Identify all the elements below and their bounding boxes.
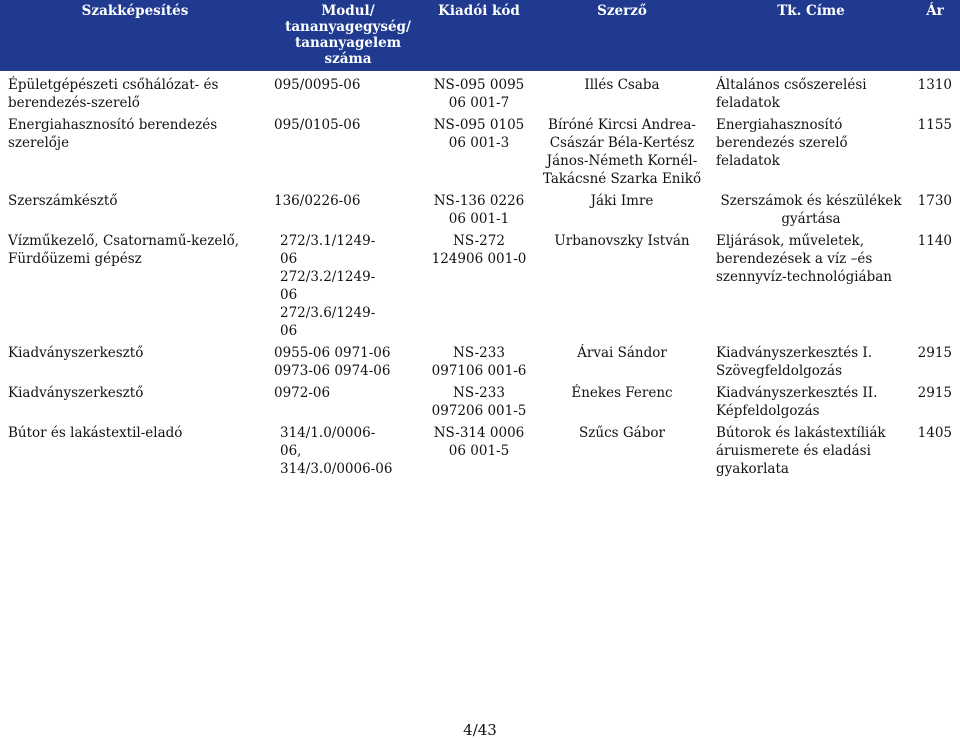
- header-price: Ár: [910, 0, 960, 71]
- qualification-cell: Kiadványszerkesztő: [8, 385, 144, 401]
- code-cell: NS-095 0105 06 001-3: [433, 117, 525, 151]
- qualification-cell: Bútor és lakástextil-eladó: [8, 425, 183, 441]
- title-cell: Energiahasznosító berendezés szerelő feladatok: [716, 117, 848, 169]
- title-cell: Kiadványszerkesztés I. Szövegfeldolgozás: [716, 345, 873, 379]
- code-cell: NS-095 0095 06 001-7: [433, 77, 525, 111]
- module-cell: 095/0095-06: [274, 77, 361, 93]
- module-cell: 0972-06: [274, 385, 331, 401]
- qualification-cell: Épületgépészeti csőhálózat- és berendezés-szerelő: [8, 77, 219, 111]
- qualification-cell: Vízműkezelő, Csatornamű-kezelő, Fürdőüzemi gépész: [8, 233, 240, 267]
- title-cell: Kiadványszerkesztés II. Képfeldolgozás: [716, 385, 878, 419]
- author-cell: Jáki Imre: [590, 193, 654, 209]
- header-author: Szerző: [532, 0, 712, 71]
- title-cell: Általános csőszerelési feladatok: [716, 77, 867, 111]
- price-cell: 2915: [917, 385, 952, 401]
- price-cell: 1730: [917, 193, 952, 209]
- author-cell: Illés Csaba: [584, 77, 660, 93]
- header-module: Modul/ tananyagegység/ tananyagelem száma: [270, 0, 426, 71]
- price-cell: 1155: [917, 117, 952, 133]
- author-cell: Bíróné Kircsi Andrea-Császár Béla-Kertész János-Németh Kornél-Takácsné Szarka Enikő: [542, 117, 702, 187]
- price-cell: 1310: [917, 77, 952, 93]
- table-row: [0, 71, 960, 116]
- code-cell: NS-272 124906 001-0: [431, 233, 527, 267]
- code-cell: NS-233 097206 001-5: [431, 385, 527, 419]
- module-cell: 136/0226-06: [274, 193, 361, 209]
- qualification-cell: Szerszámkésztő: [8, 193, 118, 209]
- code-cell: NS-136 0226 06 001-1: [433, 193, 525, 227]
- price-cell: 2915: [917, 345, 952, 361]
- page-number: 4/43: [463, 721, 497, 739]
- header-title: Tk. Címe: [712, 0, 910, 71]
- author-cell: Urbanovszky István: [554, 233, 690, 249]
- module-cell: 314/1.0/0006-06, 314/3.0/0006-06: [280, 425, 393, 477]
- table-row: [0, 116, 960, 192]
- header-row: [0, 0, 960, 71]
- qualification-cell: Energiahasznosító berendezés szerelője: [8, 117, 218, 151]
- table-row: [0, 344, 960, 384]
- table-row: [0, 192, 960, 232]
- module-cell: 272/3.1/1249-06 272/3.2/1249-06 272/3.6/1249-06: [280, 233, 376, 339]
- price-cell: 1405: [917, 425, 952, 441]
- price-cell: 1140: [917, 233, 952, 249]
- table-row: [0, 384, 960, 424]
- module-cell: 0955-06 0971-06 0973-06 0974-06: [274, 345, 391, 379]
- module-cell: 095/0105-06: [274, 117, 361, 133]
- title-cell: Eljárások, műveletek, berendezések a víz –és szennyvíz-technológiában: [716, 233, 892, 285]
- header-qualification: Szakképesítés: [0, 0, 270, 71]
- table-row: [0, 232, 960, 344]
- author-cell: Árvai Sándor: [577, 345, 667, 361]
- header-code: Kiadói kód: [426, 0, 532, 71]
- code-cell: NS-314 0006 06 001-5: [433, 425, 525, 459]
- author-cell: Énekes Ferenc: [571, 385, 673, 401]
- code-cell: NS-233 097106 001-6: [431, 345, 527, 379]
- table-row: [0, 424, 960, 482]
- qualification-cell: Kiadványszerkesztő: [8, 345, 144, 361]
- title-cell: Bútorok és lakástextíliák áruismerete és eladási gyakorlata: [716, 425, 886, 477]
- title-cell: Szerszámok és készülékek gyártása: [720, 193, 902, 227]
- author-cell: Szűcs Gábor: [579, 425, 665, 441]
